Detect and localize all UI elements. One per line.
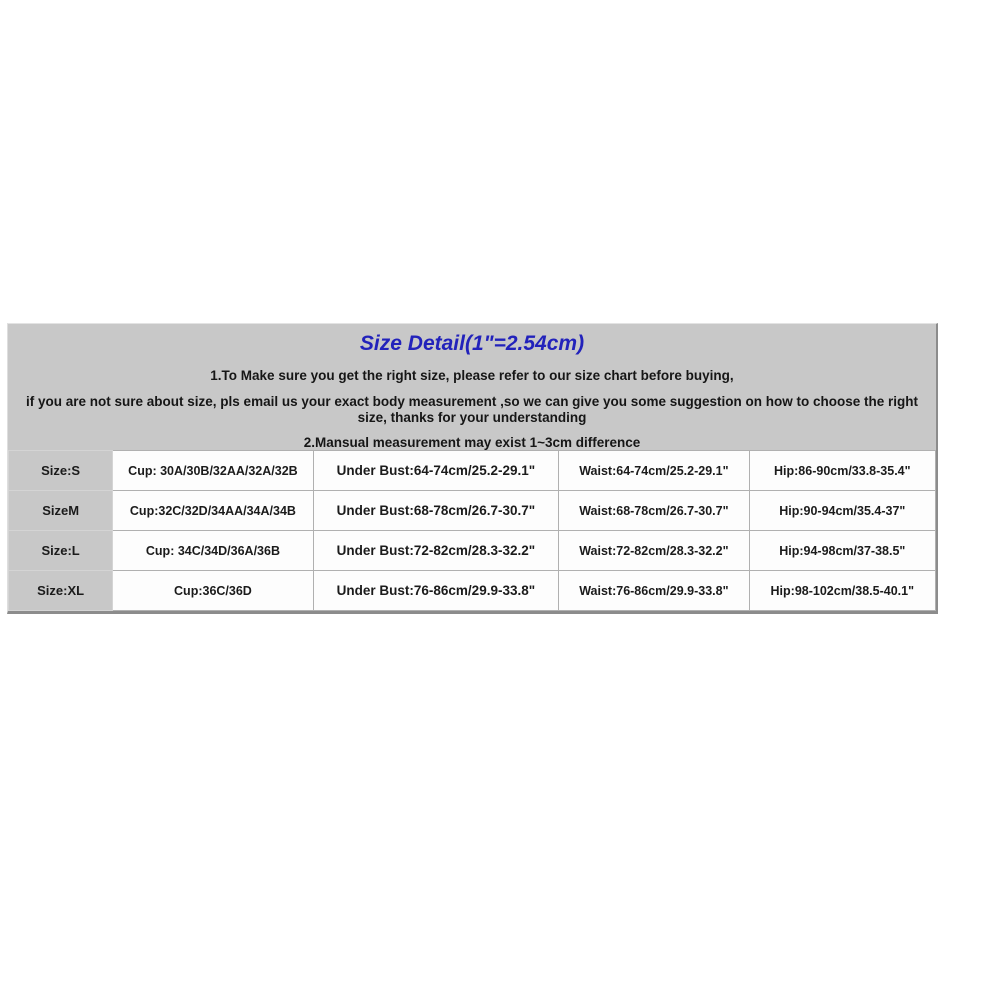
under-bust-cell: Under Bust:68-78cm/26.7-30.7"	[313, 491, 559, 531]
size-cell: Size:S	[9, 451, 113, 491]
note-line-3: 2.Mansual measurement may exist 1~3cm difference	[303, 435, 641, 450]
size-chart-header	[8, 324, 936, 450]
hip-cell: Hip:90-94cm/35.4-37"	[749, 491, 935, 531]
table-row-size-xl	[9, 571, 936, 611]
under-bust-cell: Under Bust:76-86cm/29.9-33.8"	[313, 571, 559, 611]
table-row-size-s	[9, 451, 936, 491]
hip-cell: Hip:86-90cm/33.8-35.4"	[749, 451, 935, 491]
cup-cell: Cup: 30A/30B/32AA/32A/32B	[113, 451, 313, 491]
size-cell: SizeM	[9, 491, 113, 531]
size-cell: Size:L	[9, 531, 113, 571]
under-bust-cell: Under Bust:64-74cm/25.2-29.1"	[313, 451, 559, 491]
size-chart-title: Size Detail(1"=2.54cm)	[359, 332, 585, 355]
cup-cell: Cup:32C/32D/34AA/34A/34B	[113, 491, 313, 531]
note-line-2: if you are not sure about size, pls email us your exact body measurement ,so we can give you some suggestion on how to choose the right size, thanks for your understanding	[26, 394, 918, 425]
cup-cell: Cup: 34C/34D/36A/36B	[113, 531, 313, 571]
under-bust-cell: Under Bust:72-82cm/28.3-32.2"	[313, 531, 559, 571]
note-line-1: 1.To Make sure you get the right size, please refer to our size chart before buying,	[210, 368, 734, 383]
waist-cell: Waist:72-82cm/28.3-32.2"	[559, 531, 749, 571]
waist-cell: Waist:68-78cm/26.7-30.7"	[559, 491, 749, 531]
hip-cell: Hip:94-98cm/37-38.5"	[749, 531, 935, 571]
table-row-size-l	[9, 531, 936, 571]
cup-cell: Cup:36C/36D	[113, 571, 313, 611]
waist-cell: Waist:64-74cm/25.2-29.1"	[559, 451, 749, 491]
table-row-size-m	[9, 491, 936, 531]
waist-cell: Waist:76-86cm/29.9-33.8"	[559, 571, 749, 611]
hip-cell: Hip:98-102cm/38.5-40.1"	[749, 571, 935, 611]
size-chart-panel	[7, 323, 938, 614]
size-cell: Size:XL	[9, 571, 113, 611]
size-table	[8, 450, 936, 611]
